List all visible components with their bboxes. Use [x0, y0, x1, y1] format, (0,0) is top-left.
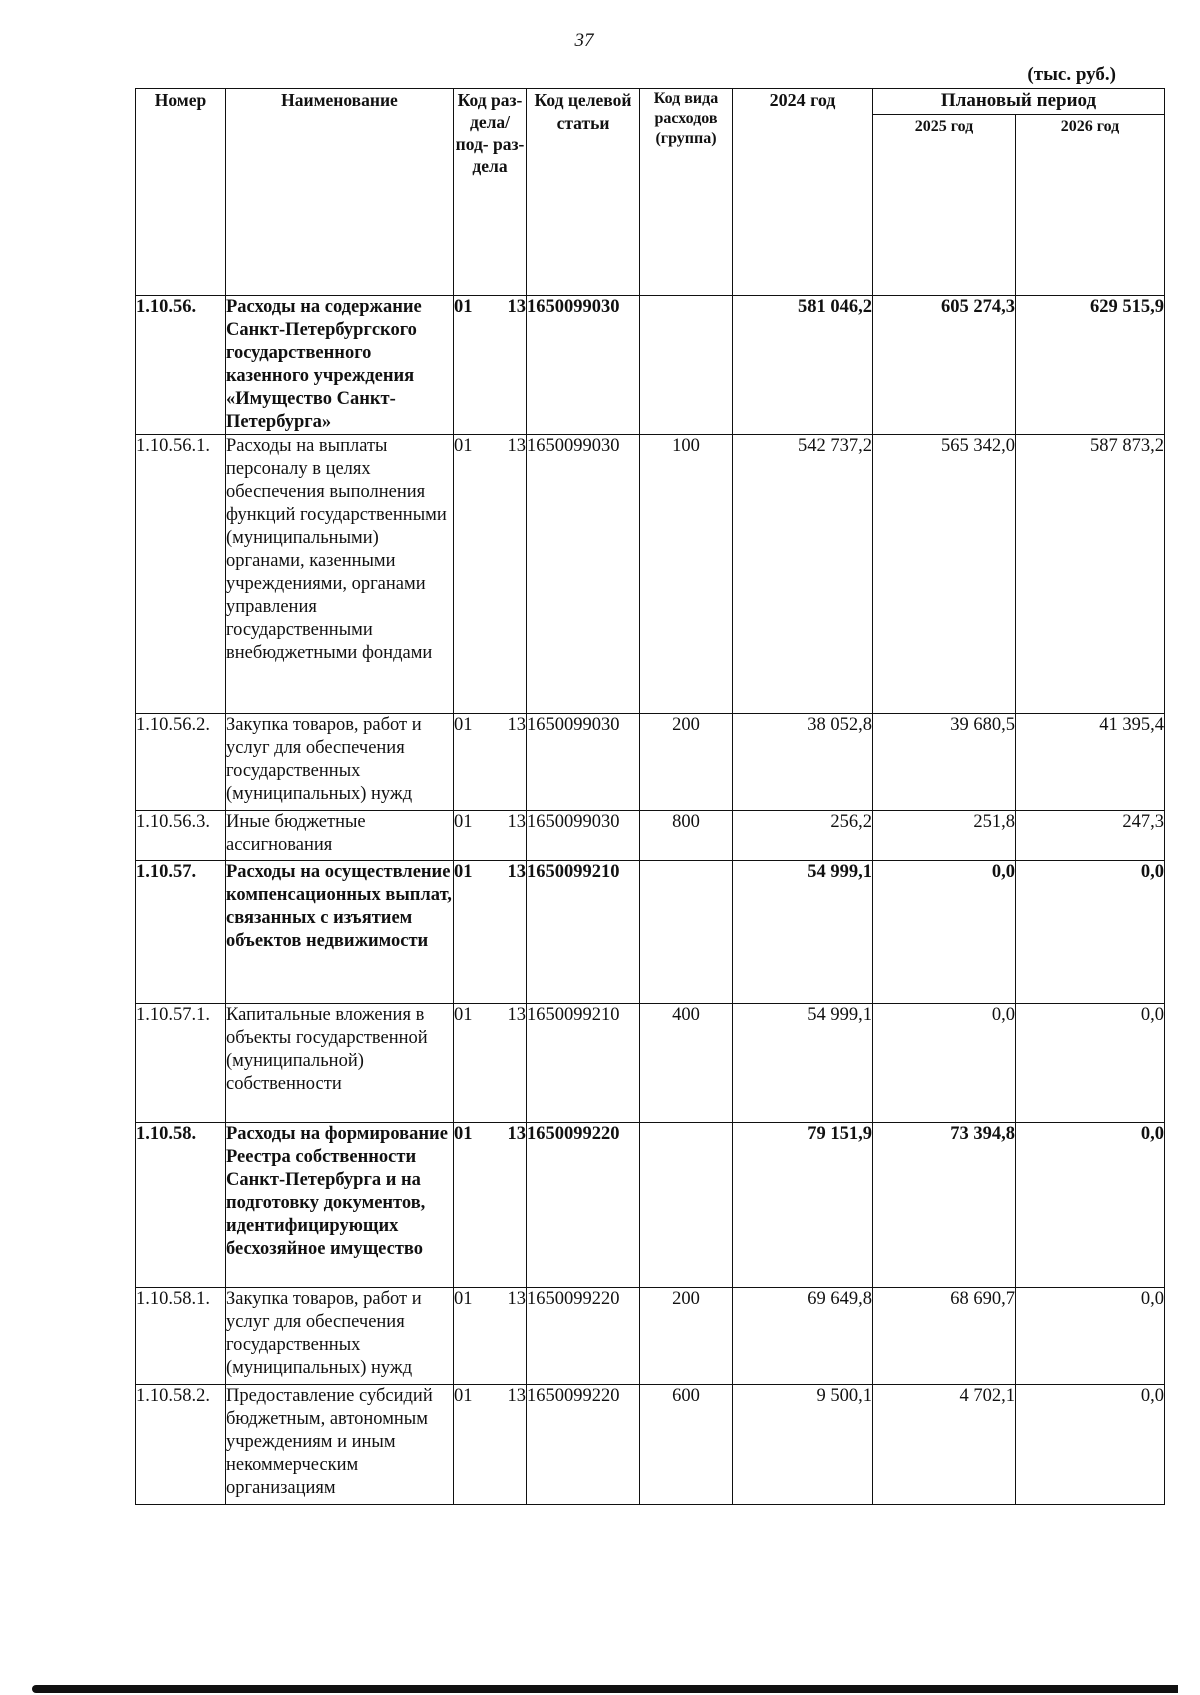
- row-amount-2026: 0,0: [1016, 1385, 1165, 1505]
- row-razdel: 01: [454, 812, 473, 832]
- table-row: [136, 296, 1165, 435]
- table-row: [136, 435, 1165, 714]
- table-row: [136, 811, 1165, 861]
- units-label: (тыс. руб.): [1027, 64, 1116, 85]
- header-name: Наименование: [226, 89, 454, 296]
- row-section-code: [454, 714, 527, 811]
- row-expense-type: [640, 861, 733, 1004]
- table-row: [136, 1385, 1165, 1505]
- row-expense-type: 800: [640, 811, 733, 861]
- row-amount-2026: 247,3: [1016, 811, 1165, 861]
- row-name: Иные бюджетные ассигнования: [226, 811, 454, 861]
- header-row: [136, 89, 1165, 115]
- row-podrazdel: 13: [507, 1386, 526, 1406]
- row-podrazdel: 13: [507, 1124, 526, 1144]
- row-amount-2025: 73 394,8: [873, 1123, 1016, 1288]
- header-number: Номер: [136, 89, 226, 296]
- row-amount-2024: 69 649,8: [733, 1288, 873, 1385]
- row-section-code: [454, 1123, 527, 1288]
- row-amount-2025: 68 690,7: [873, 1288, 1016, 1385]
- table-row: [136, 1123, 1165, 1288]
- table-body: [136, 296, 1165, 1505]
- row-target-code: 1650099030: [527, 714, 640, 811]
- row-podrazdel: 13: [507, 715, 526, 735]
- row-expense-type: 100: [640, 435, 733, 714]
- table-row: [136, 1004, 1165, 1123]
- budget-table: [135, 88, 1165, 1505]
- row-number: 1.10.56.3.: [136, 811, 226, 861]
- row-amount-2025: 251,8: [873, 811, 1016, 861]
- header-2025: 2025 год: [873, 115, 1016, 296]
- row-amount-2024: 542 737,2: [733, 435, 873, 714]
- row-amount-2024: 38 052,8: [733, 714, 873, 811]
- row-amount-2026: 0,0: [1016, 861, 1165, 1004]
- row-expense-type: 600: [640, 1385, 733, 1505]
- row-target-code: 1650099210: [527, 861, 640, 1004]
- row-amount-2025: 0,0: [873, 1004, 1016, 1123]
- header-section-code: Код раз- дела/ под- раз- дела: [454, 89, 527, 296]
- row-name: Расходы на осуществление компенсационных выплат, связанных с изъятием объектов недвижимости: [226, 861, 454, 1004]
- row-amount-2026: 0,0: [1016, 1123, 1165, 1288]
- row-target-code: 1650099220: [527, 1123, 640, 1288]
- row-razdel: 01: [454, 862, 473, 882]
- row-name: Предоставление субсидий бюджетным, автономным учреждениям и иным некоммерческим организациям: [226, 1385, 454, 1505]
- row-expense-type: 200: [640, 714, 733, 811]
- row-podrazdel: 13: [507, 812, 526, 832]
- row-amount-2025: 0,0: [873, 861, 1016, 1004]
- row-number: 1.10.58.2.: [136, 1385, 226, 1505]
- row-number: 1.10.57.: [136, 861, 226, 1004]
- row-amount-2025: 605 274,3: [873, 296, 1016, 435]
- row-amount-2026: 587 873,2: [1016, 435, 1165, 714]
- row-podrazdel: 13: [507, 862, 526, 882]
- header-target-code: Код целевой статьи: [527, 89, 640, 296]
- row-amount-2025: 565 342,0: [873, 435, 1016, 714]
- row-amount-2024: 54 999,1: [733, 1004, 873, 1123]
- bottom-rule: [32, 1685, 1178, 1693]
- row-amount-2024: 256,2: [733, 811, 873, 861]
- row-amount-2026: 0,0: [1016, 1288, 1165, 1385]
- row-name: Расходы на формирование Реестра собственности Санкт-Петербурга и на подготовку документов, идентифицирующих бесхозяйное имущество: [226, 1123, 454, 1288]
- row-section-code: [454, 296, 527, 435]
- row-name: Расходы на содержание Санкт-Петербургского государственного казенного учреждения «Имущество Санкт-Петербурга»: [226, 296, 454, 435]
- row-amount-2024: 54 999,1: [733, 861, 873, 1004]
- page-number: 37: [574, 30, 594, 51]
- table-row: [136, 1288, 1165, 1385]
- row-amount-2026: 41 395,4: [1016, 714, 1165, 811]
- row-amount-2024: 9 500,1: [733, 1385, 873, 1505]
- row-name: Закупка товаров, работ и услуг для обеспечения государственных (муниципальных) нужд: [226, 714, 454, 811]
- row-number: 1.10.56.1.: [136, 435, 226, 714]
- row-number: 1.10.58.: [136, 1123, 226, 1288]
- row-name: Закупка товаров, работ и услуг для обеспечения государственных (муниципальных) нужд: [226, 1288, 454, 1385]
- row-podrazdel: 13: [507, 297, 526, 317]
- row-name: Капитальные вложения в объекты государственной (муниципальной) собственности: [226, 1004, 454, 1123]
- row-section-code: [454, 811, 527, 861]
- row-podrazdel: 13: [507, 436, 526, 456]
- row-section-code: [454, 1004, 527, 1123]
- table-row: [136, 714, 1165, 811]
- row-target-code: 1650099030: [527, 296, 640, 435]
- row-target-code: 1650099220: [527, 1288, 640, 1385]
- row-razdel: 01: [454, 715, 473, 735]
- row-razdel: 01: [454, 1005, 473, 1025]
- row-number: 1.10.57.1.: [136, 1004, 226, 1123]
- row-section-code: [454, 861, 527, 1004]
- row-podrazdel: 13: [507, 1289, 526, 1309]
- row-number: 1.10.56.: [136, 296, 226, 435]
- row-target-code: 1650099210: [527, 1004, 640, 1123]
- row-expense-type: 200: [640, 1288, 733, 1385]
- row-number: 1.10.56.2.: [136, 714, 226, 811]
- row-number: 1.10.58.1.: [136, 1288, 226, 1385]
- row-podrazdel: 13: [507, 1005, 526, 1025]
- row-section-code: [454, 1288, 527, 1385]
- row-expense-type: [640, 1123, 733, 1288]
- header-plan-period: Плановый период: [873, 89, 1165, 115]
- row-razdel: 01: [454, 1289, 473, 1309]
- row-amount-2025: 39 680,5: [873, 714, 1016, 811]
- row-expense-type: 400: [640, 1004, 733, 1123]
- header-expense-type: Код вида расходов (группа): [640, 89, 733, 296]
- row-amount-2024: 79 151,9: [733, 1123, 873, 1288]
- row-razdel: 01: [454, 436, 473, 456]
- row-amount-2024: 581 046,2: [733, 296, 873, 435]
- row-amount-2026: 629 515,9: [1016, 296, 1165, 435]
- row-amount-2026: 0,0: [1016, 1004, 1165, 1123]
- row-section-code: [454, 435, 527, 714]
- row-amount-2025: 4 702,1: [873, 1385, 1016, 1505]
- header-2026: 2026 год: [1016, 115, 1165, 296]
- row-razdel: 01: [454, 1124, 473, 1144]
- row-target-code: 1650099220: [527, 1385, 640, 1505]
- row-target-code: 1650099030: [527, 811, 640, 861]
- row-razdel: 01: [454, 1386, 473, 1406]
- row-section-code: [454, 1385, 527, 1505]
- row-target-code: 1650099030: [527, 435, 640, 714]
- header-2024: 2024 год: [733, 89, 873, 296]
- table-row: [136, 861, 1165, 1004]
- row-expense-type: [640, 296, 733, 435]
- row-razdel: 01: [454, 297, 473, 317]
- row-name: Расходы на выплаты персоналу в целях обеспечения выполнения функций государственными (муниципальными) органами, казенными учреждениями, органами управления государственными внебюджетными фондами: [226, 435, 454, 714]
